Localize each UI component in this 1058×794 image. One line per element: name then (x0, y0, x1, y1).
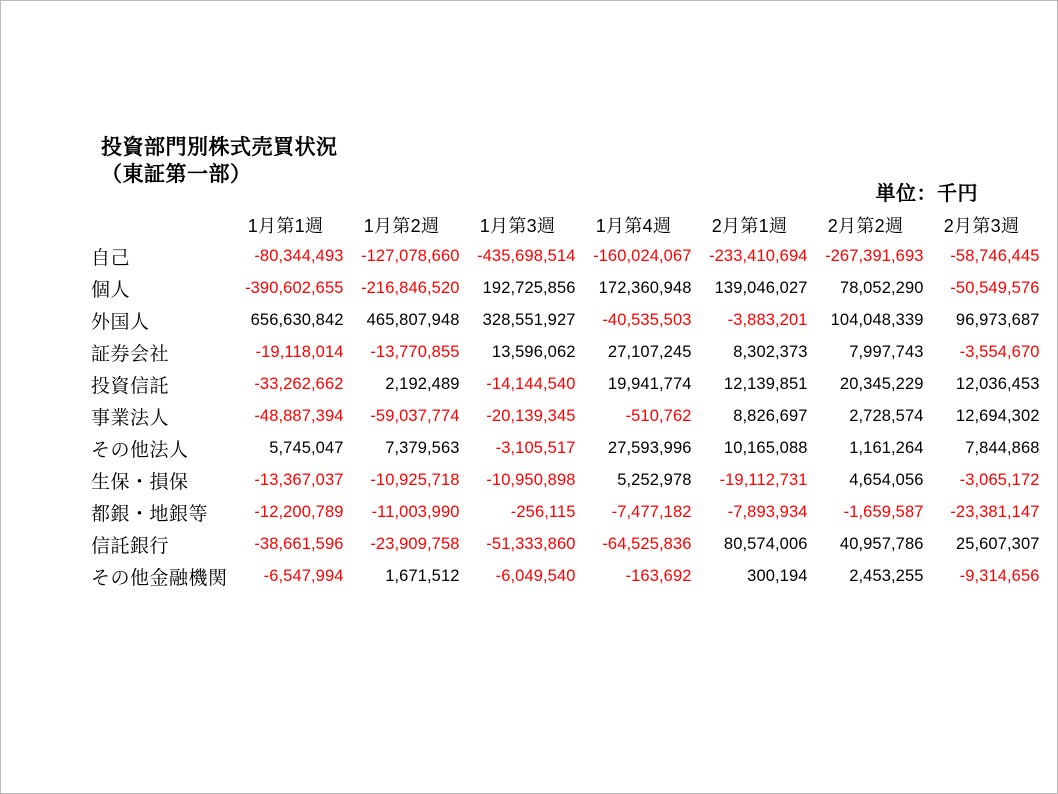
row-label: 証券会社 (91, 343, 170, 365)
investor-trading-table (91, 209, 1040, 592)
cell: 8,302,373 (733, 342, 808, 361)
cell: -233,410,694 (709, 246, 808, 265)
row-label: 信託銀行 (91, 535, 170, 557)
table-row (91, 304, 1040, 336)
cell: -38,661,596 (254, 534, 344, 553)
document-title (101, 134, 338, 188)
cell: 12,694,302 (955, 406, 1040, 425)
cell: 7,379,563 (385, 438, 460, 457)
cell: 7,997,743 (849, 342, 924, 361)
row-label: 外国人 (91, 311, 150, 333)
cell: -13,367,037 (254, 470, 344, 489)
cell: -3,065,172 (959, 470, 1040, 489)
cell: -23,381,147 (950, 502, 1040, 521)
column-header-6: 2月第3週 (943, 215, 1020, 236)
unit-label: 単位：千円 (875, 183, 978, 205)
cell: -19,112,731 (719, 470, 808, 489)
table-row (91, 464, 1040, 496)
row-label: その他法人 (91, 439, 189, 461)
row-label: 個人 (91, 279, 131, 301)
column-header-1: 1月第2週 (363, 215, 440, 236)
cell: -13,770,855 (370, 342, 460, 361)
table-row (91, 336, 1040, 368)
cell: -256,115 (510, 502, 576, 521)
table-row (91, 560, 1040, 592)
cell: -20,139,345 (486, 406, 576, 425)
title-line-2: （東証第一部） (101, 163, 252, 186)
cell: -10,925,718 (370, 470, 460, 489)
cell: 2,192,489 (385, 374, 460, 393)
cell: -19,118,014 (255, 342, 344, 361)
cell: -7,477,182 (611, 502, 692, 521)
cell: -390,602,655 (245, 278, 344, 297)
cell: 13,596,062 (491, 342, 576, 361)
row-label: 投資信託 (91, 375, 170, 397)
cell: 25,607,307 (955, 534, 1040, 553)
cell: -80,344,493 (254, 246, 344, 265)
row-label: 自己 (91, 247, 131, 269)
cell: -6,049,540 (495, 566, 576, 585)
cell: -9,314,656 (959, 566, 1040, 585)
cell: -51,333,860 (486, 534, 576, 553)
cell: -216,846,520 (361, 278, 460, 297)
cell: -14,144,540 (486, 374, 576, 393)
cell: 27,107,245 (607, 342, 692, 361)
table-row (91, 400, 1040, 432)
cell: -12,200,789 (254, 502, 344, 521)
cell: -50,549,576 (950, 278, 1040, 297)
cell: -48,887,394 (254, 406, 344, 425)
table-body (91, 240, 1040, 592)
row-label: 都銀・地銀等 (91, 503, 209, 525)
cell: 40,957,786 (839, 534, 924, 553)
cell: -3,554,670 (959, 342, 1040, 361)
cell: 1,161,264 (849, 438, 924, 457)
cell: 139,046,027 (714, 278, 808, 297)
cell: 20,345,229 (839, 374, 924, 393)
cell: 465,807,948 (366, 310, 460, 329)
cell: 2,728,574 (849, 406, 924, 425)
cell: 78,052,290 (839, 278, 924, 297)
cell: 172,360,948 (598, 278, 692, 297)
cell: 7,844,868 (965, 438, 1040, 457)
cell: 104,048,339 (830, 310, 924, 329)
table-header-row (91, 209, 1040, 240)
cell: -11,003,990 (371, 502, 460, 521)
table-corner-header (91, 209, 228, 240)
cell: 80,574,006 (723, 534, 808, 553)
cell: -58,746,445 (950, 246, 1040, 265)
cell: -64,525,836 (602, 534, 692, 553)
cell: -510,762 (625, 406, 692, 425)
cell: 328,551,927 (482, 310, 576, 329)
cell: 300,194 (747, 566, 808, 585)
cell: 4,654,056 (849, 470, 924, 489)
cell: -6,547,994 (263, 566, 344, 585)
cell: -23,909,758 (370, 534, 460, 553)
cell: 27,593,996 (607, 438, 692, 457)
cell: -3,105,517 (495, 438, 576, 457)
cell: -267,391,693 (825, 246, 924, 265)
cell: 10,165,088 (723, 438, 808, 457)
column-header-0: 1月第1週 (247, 215, 324, 236)
cell: 19,941,774 (607, 374, 692, 393)
cell: -127,078,660 (361, 246, 460, 265)
cell: 8,826,697 (733, 406, 808, 425)
table-row (91, 240, 1040, 272)
table-row (91, 432, 1040, 464)
cell: 1,671,512 (385, 566, 460, 585)
cell: 12,036,453 (955, 374, 1040, 393)
cell: -160,024,067 (593, 246, 692, 265)
title-line-1: 投資部門別株式売買状況 (101, 136, 338, 159)
cell: 2,453,255 (849, 566, 924, 585)
table-row (91, 368, 1040, 400)
cell: -1,659,587 (843, 502, 924, 521)
column-header-2: 1月第3週 (479, 215, 556, 236)
cell: -7,893,934 (727, 502, 808, 521)
table-row (91, 272, 1040, 304)
cell: -59,037,774 (370, 406, 460, 425)
cell: -3,883,201 (727, 310, 808, 329)
cell: -40,535,503 (602, 310, 692, 329)
cell: -435,698,514 (477, 246, 576, 265)
table-header (91, 209, 1040, 240)
cell: 96,973,687 (955, 310, 1040, 329)
column-header-4: 2月第1週 (711, 215, 788, 236)
cell: -33,262,662 (254, 374, 344, 393)
table-row (91, 496, 1040, 528)
cell: -163,692 (625, 566, 692, 585)
table-row (91, 528, 1040, 560)
cell: 5,252,978 (617, 470, 692, 489)
row-label: 生保・損保 (91, 471, 189, 493)
cell: 656,630,842 (250, 310, 344, 329)
cell: 5,745,047 (269, 438, 344, 457)
column-header-3: 1月第4週 (595, 215, 672, 236)
row-label: その他金融機関 (91, 567, 228, 589)
column-header-5: 2月第2週 (827, 215, 904, 236)
cell: 192,725,856 (482, 278, 576, 297)
row-label: 事業法人 (91, 407, 170, 429)
cell: -10,950,898 (486, 470, 576, 489)
cell: 12,139,851 (723, 374, 808, 393)
